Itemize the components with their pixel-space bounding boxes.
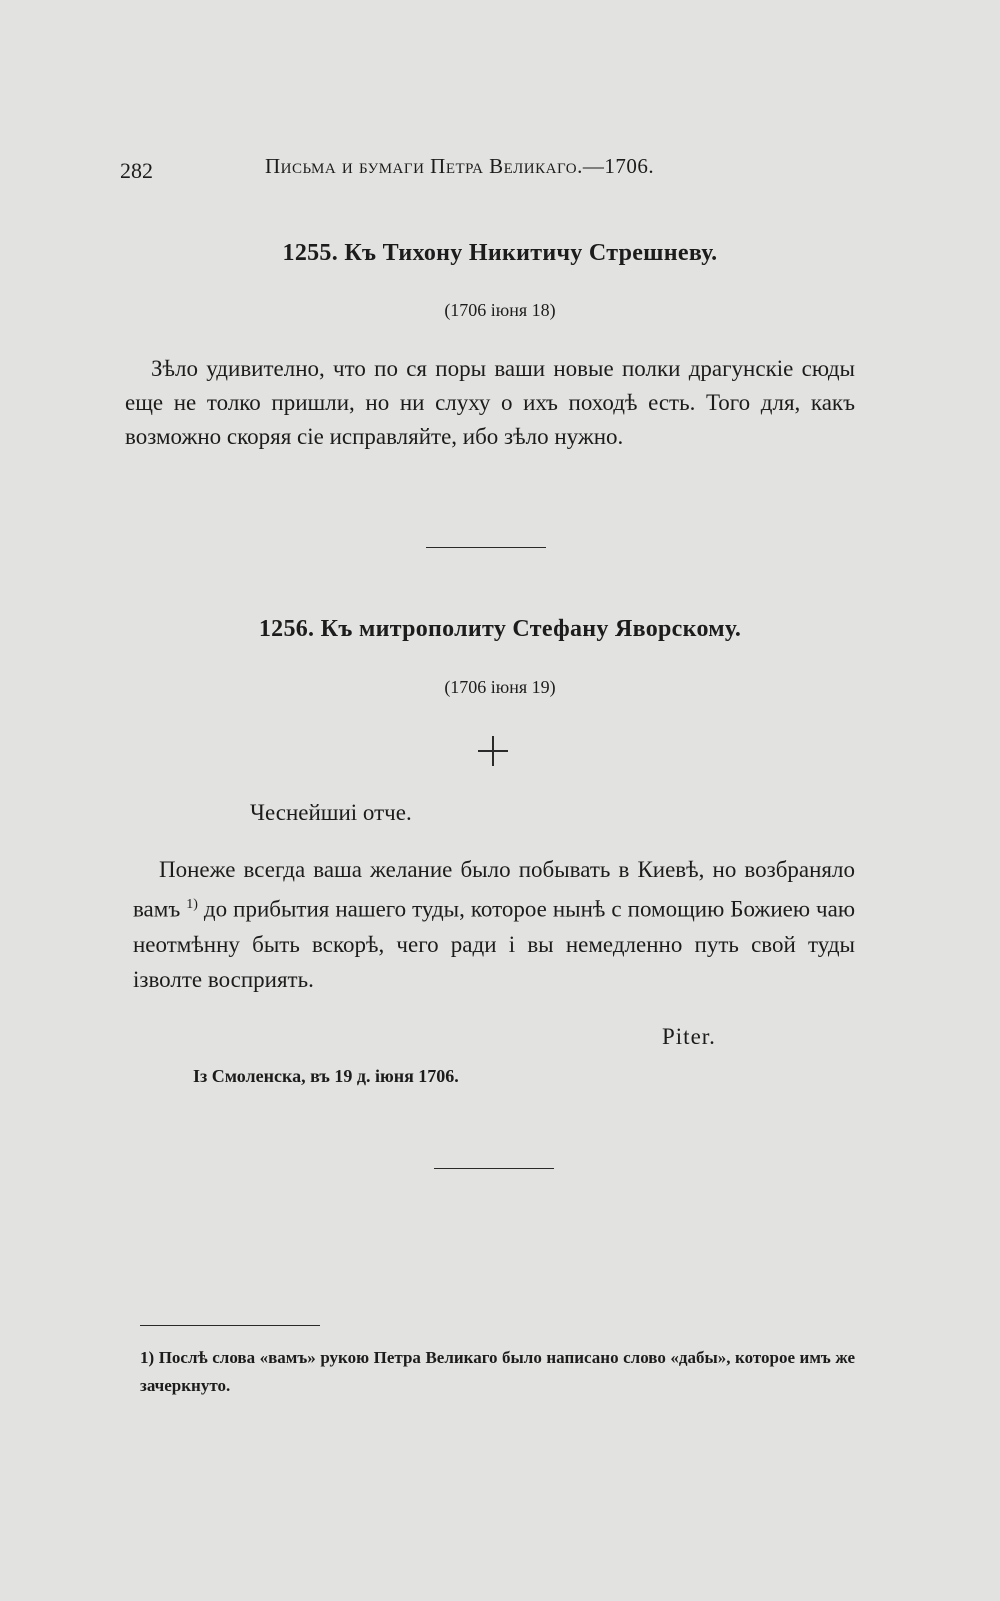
- footnote-marker: 1): [140, 1348, 155, 1367]
- letter-1256-body-part2: до прибытия нашего туды, которое нынѣ с помощию Божиею чаю неотмѣнну быть вскорѣ, чего ради і вы немедленно путь свой туды ізволте восприять.: [133, 896, 855, 992]
- footnote: [140, 1344, 855, 1400]
- section-divider: [426, 547, 546, 548]
- salutation: Чеснейшиі отче.: [250, 800, 412, 825]
- cross-icon: [478, 736, 508, 766]
- letter-1255-heading: 1255. Къ Тихону Никитичу Стрешневу.: [282, 240, 718, 266]
- footnote-reference: 1): [186, 897, 198, 912]
- running-title: Письма и бумаги Петра Великаго.—1706.: [265, 154, 655, 178]
- letter-1256-body-part1: Понеже всегда ваша желание было побывать в Киевѣ, но возбраняло вамъ: [133, 857, 855, 922]
- letter-1256-body: [133, 852, 855, 997]
- letter-1255-date: (1706 іюня 18): [444, 300, 556, 320]
- letter-1256-heading: 1256. Къ митрополиту Стефану Яворскому.: [258, 616, 742, 642]
- footnote-text: Послѣ слова «вамъ» рукою Петра Великаго было написано слово «дабы», которое имъ же зачеркнуто.: [140, 1348, 855, 1395]
- letter-1255-body-text: Зѣло удивително, что по ся поры ваши новые полки драгунскіе сюды еще не толко пришли, но ни слуху о ихъ походѣ есть. Того для, какъ возможно скоряя сіе исправляйте, ибо зѣло нужно.: [125, 356, 855, 449]
- footnote-separator: [140, 1325, 320, 1326]
- letter-1255-body: [125, 352, 855, 454]
- letter-1256-date: (1706 іюня 19): [444, 677, 556, 697]
- signature: Piter.: [662, 1024, 716, 1049]
- section-divider-2: [434, 1168, 554, 1169]
- page-number: 282: [120, 158, 153, 183]
- place-date: Із Смоленска, въ 19 д. іюня 1706.: [193, 1066, 459, 1086]
